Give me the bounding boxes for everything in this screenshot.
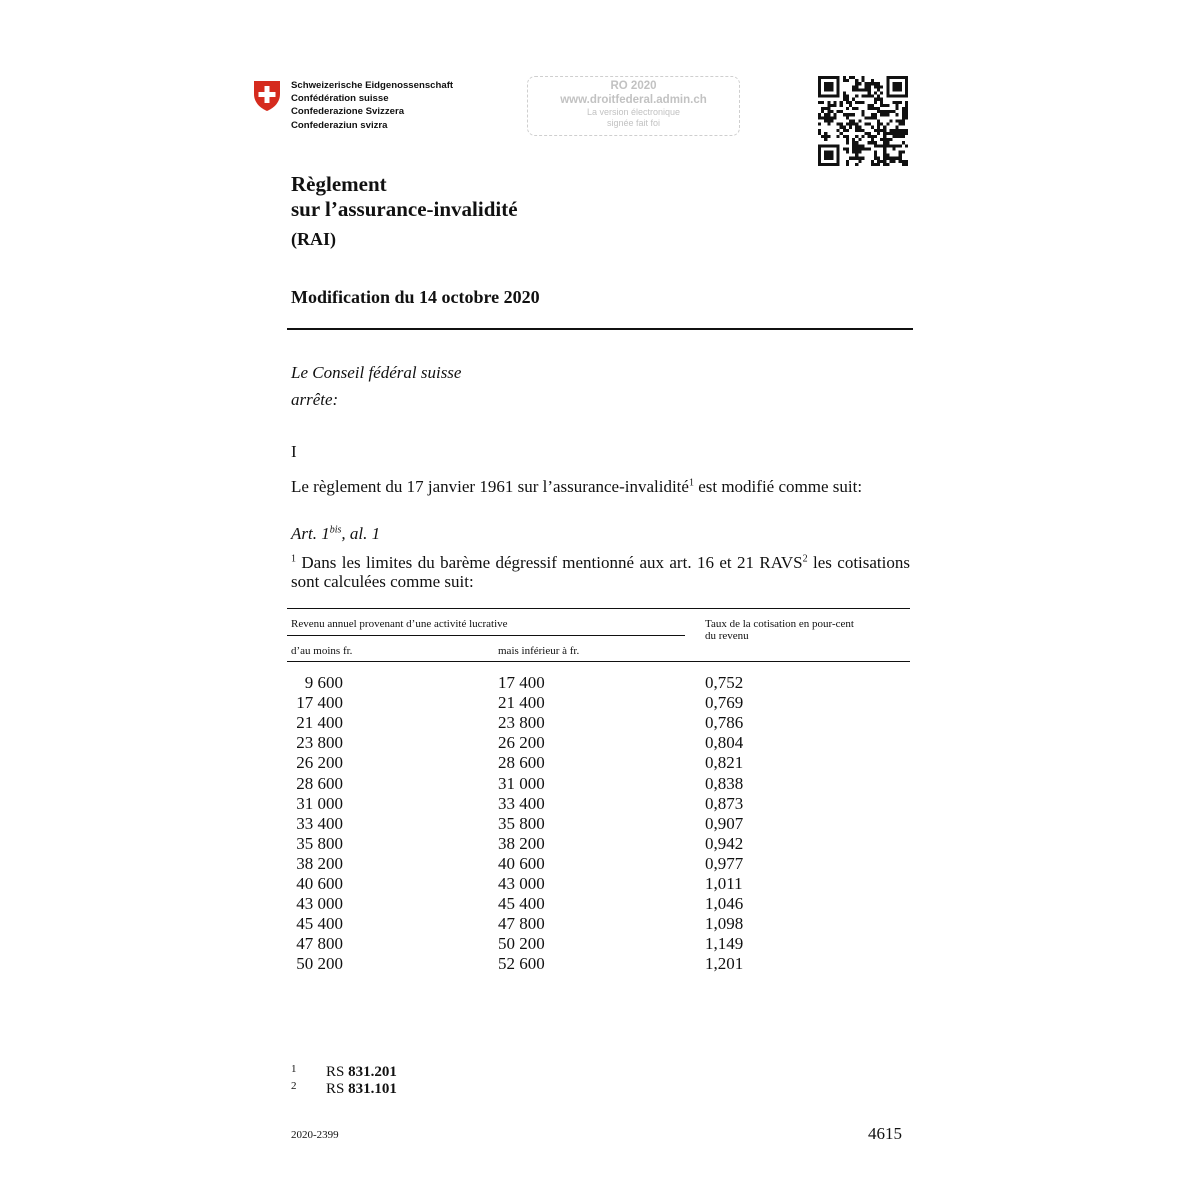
table-cell-rate: 1,201 xyxy=(705,954,744,974)
article-heading xyxy=(291,524,380,544)
table-cell-max: 50 200 xyxy=(498,934,545,954)
document-number: 2020-2399 xyxy=(291,1129,339,1141)
table-cell-rate: 0,804 xyxy=(705,733,744,753)
table-group-header: Revenu annuel provenant d’une activité lucrative xyxy=(291,618,508,630)
table-cell-max: 45 400 xyxy=(498,894,545,914)
table-cell-rate: 0,977 xyxy=(705,853,744,873)
qr-code-icon xyxy=(818,76,908,166)
table-cell-rate: 1,098 xyxy=(705,914,744,934)
ro-stamp-line1: RO 2020 xyxy=(610,80,657,92)
table-cell-min: 9 600 xyxy=(304,673,343,692)
table-group-rule xyxy=(287,635,685,636)
section-number: I xyxy=(291,442,297,461)
confederation-line-de: Schweizerische Eidgenossenschaft xyxy=(291,80,454,91)
table-cell-rate: 1,011 xyxy=(705,874,743,893)
table-col1-header: d’au moins fr. xyxy=(291,645,353,657)
title-line2: sur l’assurance-invalidité xyxy=(291,197,518,221)
confederation-line-rm: Confederaziun svizra xyxy=(291,119,388,131)
modification-date: Modification du 14 octobre 2020 xyxy=(291,287,540,307)
table-cell-rate: 0,786 xyxy=(705,713,744,733)
confederation-line-fr: Confédération suisse xyxy=(291,93,389,105)
table-cell-min: 50 200 xyxy=(296,954,343,974)
table-cell-rate: 1,149 xyxy=(705,934,744,954)
table-cell-max: 17 400 xyxy=(498,673,545,692)
table-cell-rate: 0,942 xyxy=(705,833,744,853)
table-col3-header-line2: du revenu xyxy=(705,630,749,642)
ro-stamp-line4: signée fait foi xyxy=(606,118,661,128)
table-cell-min: 28 600 xyxy=(296,773,343,793)
preamble-line2: arrête: xyxy=(291,390,339,409)
ro-stamp-line3: La version électronique xyxy=(586,107,681,117)
preamble-line1: Le Conseil fédéral suisse xyxy=(291,363,462,382)
table-cell-max: 21 400 xyxy=(498,693,545,713)
table-cell-min: 45 400 xyxy=(296,914,343,934)
paragraph-text: Dans les limites du barème dégressif mentionné aux art. 16 et 21 RAVS xyxy=(296,553,803,572)
table-cell-max: 28 600 xyxy=(498,753,545,773)
table-cell-min: 40 600 xyxy=(296,874,343,893)
table-cell-max: 40 600 xyxy=(498,853,545,873)
table-cell-max: 38 200 xyxy=(498,833,545,853)
footnote-ref-1: 1 xyxy=(688,477,694,489)
footnote-1-ref: 831.201 xyxy=(348,1064,397,1080)
table-col2-header: mais inférieur à fr. xyxy=(498,645,580,657)
table-cell-min: 47 800 xyxy=(296,934,343,954)
table-cell-rate: 0,752 xyxy=(705,673,744,692)
table-cell-min: 31 000 xyxy=(296,793,343,813)
preamble xyxy=(291,359,461,413)
swiss-cross-shield-icon xyxy=(252,80,282,112)
table-cell-rate: 0,838 xyxy=(705,773,744,793)
title-abbreviation: (RAI) xyxy=(291,229,336,249)
table-cell-max: 33 400 xyxy=(498,793,545,813)
table-cell-max: 26 200 xyxy=(498,733,545,753)
title-divider xyxy=(287,328,913,330)
paragraph-text-after: les cotisations sont calculées comme suit: xyxy=(291,553,910,591)
footnote-2-prefix: RS xyxy=(326,1081,349,1097)
table-cell-min: 21 400 xyxy=(296,713,343,733)
table-cell-min: 43 000 xyxy=(296,894,343,914)
table-cell-min: 38 200 xyxy=(296,853,343,873)
ro-stamp-url: www.droitfederal.admin.ch xyxy=(560,94,707,106)
footnote-2-number: 2 xyxy=(291,1080,297,1092)
page-number: 4615 xyxy=(868,1124,902,1143)
table-header-rule xyxy=(287,661,910,662)
table-cell-rate: 0,907 xyxy=(705,813,744,833)
table-cell-rate: 1,046 xyxy=(705,894,744,914)
article-sup: bis xyxy=(329,524,342,536)
intro-sentence xyxy=(291,477,862,497)
footnote-2-ref: 831.101 xyxy=(348,1081,397,1097)
table-cell-max: 47 800 xyxy=(498,914,545,934)
footnote-2-text xyxy=(326,1081,397,1097)
article-suffix: , al. 1 xyxy=(341,524,381,543)
table-cell-min: 17 400 xyxy=(296,693,343,713)
table-cell-rate: 0,873 xyxy=(705,793,744,813)
intro-text-after: est modifié comme suit: xyxy=(693,477,863,496)
paragraph-number: 1 xyxy=(291,553,296,565)
table-cell-max: 35 800 xyxy=(498,813,545,833)
article-paragraph xyxy=(291,553,910,591)
confederation-name-block xyxy=(291,79,453,132)
footnote-1-text xyxy=(326,1064,397,1080)
table-cell-min: 23 800 xyxy=(296,733,343,753)
table-cell-min: 33 400 xyxy=(296,813,343,833)
footnote-1-number: 1 xyxy=(291,1063,297,1075)
intro-text: Le règlement du 17 janvier 1961 sur l’assurance-invalidité xyxy=(291,477,689,496)
table-cell-rate: 0,821 xyxy=(705,753,744,773)
table-cell-max: 52 600 xyxy=(498,954,545,974)
table-cell-min: 26 200 xyxy=(296,753,343,773)
title-line1: Règlement xyxy=(291,172,387,196)
table-cell-max: 23 800 xyxy=(498,713,545,733)
table-cell-max: 43 000 xyxy=(498,874,545,893)
confederation-line-it: Confederazione Svizzera xyxy=(291,106,405,118)
table-col3-header-line1: Taux de la cotisation en pour-cent xyxy=(705,618,854,630)
table-cell-rate: 0,769 xyxy=(705,693,744,713)
table-top-rule xyxy=(287,608,910,609)
document-title xyxy=(291,172,518,222)
ro-stamp xyxy=(527,76,740,136)
footnote-1-prefix: RS xyxy=(326,1064,349,1080)
table-cell-min: 35 800 xyxy=(296,833,343,853)
article-prefix: Art. 1 xyxy=(291,524,330,543)
table-cell-max: 31 000 xyxy=(498,773,545,793)
footnote-ref-2: 2 xyxy=(802,553,808,565)
